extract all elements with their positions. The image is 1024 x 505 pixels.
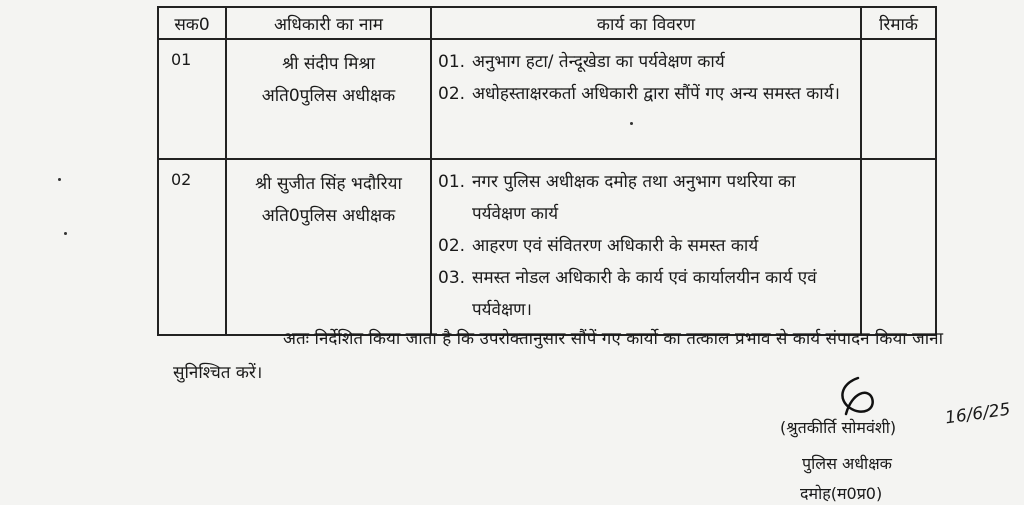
officer-name: श्री सुजीत सिंह भदौरिया — [255, 174, 402, 194]
header-work-description: कार्य का विवरण — [431, 7, 861, 39]
instruction-paragraph: अतः निर्देशित किया जाता है कि उपरोक्तानुसार सौंपें गए कार्यो का तत्काल प्रभाव से कार्य संपादन किया जाना सुनिश्चित करें। — [173, 329, 943, 383]
row-officer — [226, 159, 431, 335]
work-item-text: समस्त नोडल अधिकारी के कार्य एवं कार्यालयीन कार्य एवं पर्यवेक्षण। — [472, 268, 817, 320]
work-item-text: अनुभाग हटा/ तेन्दूखेडा का पर्यवेक्षण कार्य — [472, 52, 725, 72]
table-row — [158, 159, 936, 335]
header-officer-name: अधिकारी का नाम — [226, 7, 431, 39]
row-serial: 02 — [158, 159, 226, 335]
table-header-row — [158, 7, 936, 39]
signatory-place: दमोह(म0प्र0) — [800, 484, 883, 503]
header-remark: रिमार्क — [861, 7, 936, 39]
row-serial: 01 — [158, 39, 226, 159]
signature-block — [780, 370, 1020, 505]
work-item — [438, 262, 852, 326]
work-item-number: 02. — [438, 236, 466, 256]
officer-name: श्री संदीप मिश्रा — [282, 54, 375, 74]
work-item — [438, 166, 852, 230]
scan-speck — [630, 122, 633, 125]
row-work-list — [431, 159, 861, 335]
work-item — [438, 78, 852, 110]
scan-speck — [58, 178, 61, 181]
work-item — [438, 230, 852, 262]
officer-designation: अति0पुलिस अधीक्षक — [261, 86, 396, 106]
row-work-list — [431, 39, 861, 159]
row-remark — [861, 159, 936, 335]
work-item-number: 03. — [438, 268, 466, 288]
duties-table — [157, 6, 937, 336]
signatory-designation: पुलिस अधीक्षक — [802, 454, 892, 473]
table-row — [158, 39, 936, 159]
signature-date: 16/6/25 — [943, 399, 1012, 429]
work-item-number: 02. — [438, 84, 466, 104]
header-serial: सक0 — [158, 7, 226, 39]
signatory-name: (श्रुतकीर्ति सोमवंशी) — [780, 418, 897, 437]
scan-speck — [64, 232, 67, 235]
work-item-text: अधोहस्ताक्षरकर्ता अधिकारी द्वारा सौंपें गए अन्य समस्त कार्य। — [472, 84, 840, 104]
work-item-number: 01. — [438, 172, 466, 192]
work-item-number: 01. — [438, 52, 466, 72]
row-officer — [226, 39, 431, 159]
row-remark — [861, 39, 936, 159]
work-item-text: नगर पुलिस अधीक्षक दमोह तथा अनुभाग पथरिया का पर्यवेक्षण कार्य — [472, 172, 796, 224]
work-item — [438, 46, 852, 78]
work-item-text: आहरण एवं संवितरण अधिकारी के समस्त कार्य — [472, 236, 759, 256]
officer-designation: अति0पुलिस अधीक्षक — [261, 206, 396, 226]
